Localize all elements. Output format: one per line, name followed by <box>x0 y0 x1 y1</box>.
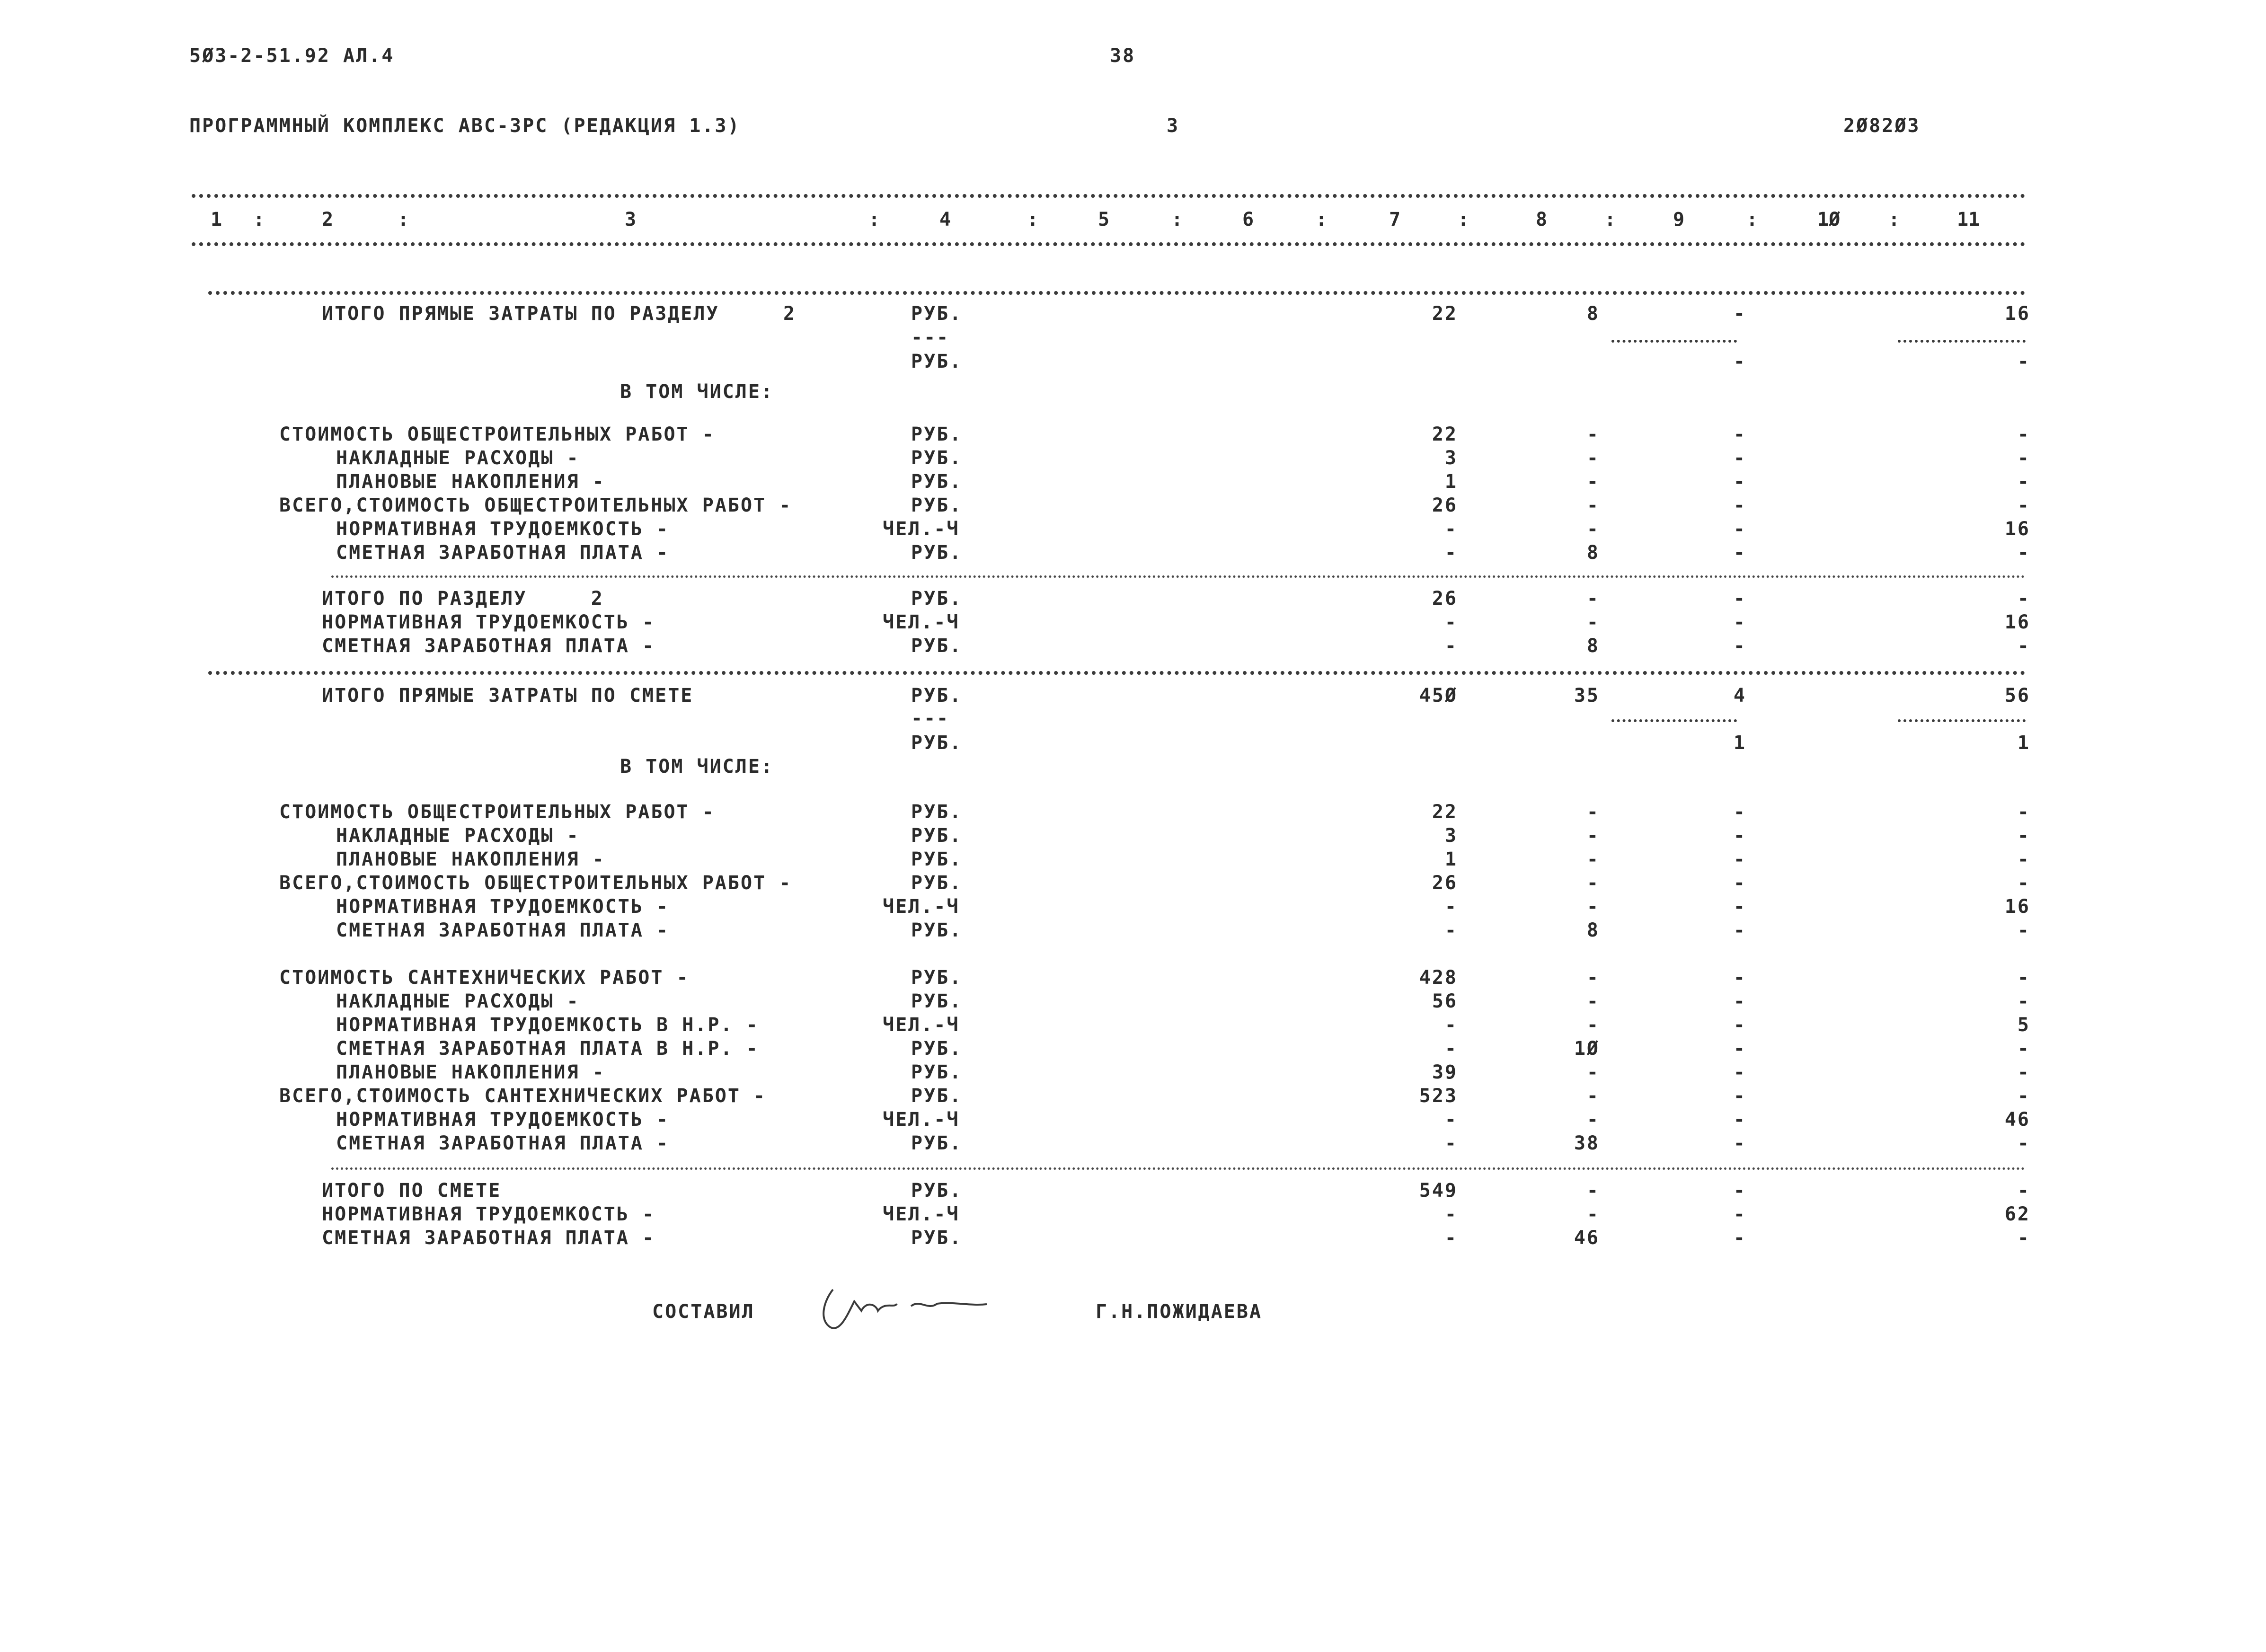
page-number: 38 <box>1110 45 1136 67</box>
column-header-6: 6 <box>1242 209 1254 230</box>
row-label: СМЕТНАЯ ЗАРАБОТНАЯ ПЛАТА - <box>336 919 670 941</box>
col11-value: - <box>2017 635 2030 657</box>
row-label: ИТОГО ПО СМЕТЕ <box>322 1180 502 1201</box>
col7-value: - <box>1444 1132 1458 1154</box>
subtotal-rule-c11-2 <box>1898 719 2026 722</box>
unit-cell: РУБ. <box>911 1227 963 1249</box>
col8-value: 38 <box>1574 1132 1600 1154</box>
col7-value: 22 <box>1432 801 1458 823</box>
column-separator: : <box>1888 209 1900 230</box>
unit-cell: РУБ. <box>911 732 963 754</box>
col11-value: - <box>2017 542 2030 564</box>
row-label: СТОИМОСТЬ САНТЕХНИЧЕСКИХ РАБОТ - <box>279 967 690 989</box>
col9-value: - <box>1733 1061 1746 1083</box>
col11-value: 5 <box>2017 1014 2030 1036</box>
col8-value: - <box>1586 424 1600 445</box>
row-label: НАКЛАДНЫЕ РАСХОДЫ - <box>336 825 580 847</box>
col11-value: - <box>2017 424 2030 445</box>
row-label: ПЛАНОВЫЕ НАКОПЛЕНИЯ - <box>336 848 605 870</box>
col8-value: 46 <box>1574 1227 1600 1249</box>
col11-value: - <box>2017 825 2030 847</box>
unit-cell: РУБ. <box>911 919 963 941</box>
col7-value: - <box>1444 611 1458 633</box>
column-separator: : <box>1604 209 1616 230</box>
col8-value: - <box>1586 872 1600 894</box>
col8-value: - <box>1586 1061 1600 1083</box>
col9-value: - <box>1733 967 1746 989</box>
header-bottom-rule <box>192 242 2026 246</box>
unit-cell: РУБ. <box>911 1085 963 1107</box>
col8-value: 8 <box>1586 919 1600 941</box>
column-separator: : <box>1027 209 1039 230</box>
col9-value: - <box>1733 303 1746 325</box>
row-label: СМЕТНАЯ ЗАРАБОТНАЯ ПЛАТА - <box>336 542 670 564</box>
col11-value: - <box>2017 447 2030 469</box>
col8-value: - <box>1586 801 1600 823</box>
col8-value: - <box>1586 495 1600 516</box>
row-label: ИТОГО ПРЯМЫЕ ЗАТРАТЫ ПО СМЕТЕ <box>322 685 694 707</box>
column-header-11: 11 <box>1957 209 1980 230</box>
row-label: НАКЛАДНЫЕ РАСХОДЫ - <box>336 990 580 1012</box>
section-rule-3 <box>331 1167 2026 1170</box>
col9-value: - <box>1733 1014 1746 1036</box>
column-header-3: 3 <box>625 209 637 230</box>
col9-value: - <box>1733 1203 1746 1225</box>
column-header-5: 5 <box>1098 209 1110 230</box>
col11-value: - <box>2017 1227 2030 1249</box>
col9-value: - <box>1733 447 1746 469</box>
column-separator: : <box>1746 209 1758 230</box>
col7-value: 523 <box>1419 1085 1458 1107</box>
unit-cell: РУБ. <box>911 351 963 372</box>
column-header-2: 2 <box>322 209 334 230</box>
col7-value: 3 <box>1444 825 1458 847</box>
unit-cell: --- <box>911 707 950 729</box>
col8-value: - <box>1586 1085 1600 1107</box>
col7-value: - <box>1444 1038 1458 1060</box>
row-label: СМЕТНАЯ ЗАРАБОТНАЯ ПЛАТА - <box>336 1132 670 1154</box>
col11-value: - <box>2017 351 2030 372</box>
unit-cell: ЧЕЛ.-Ч <box>883 1014 960 1036</box>
row-label: СМЕТНАЯ ЗАРАБОТНАЯ ПЛАТА - <box>322 635 655 657</box>
subtotal-rule-c11-1 <box>1898 340 2026 343</box>
col7-value: 26 <box>1432 872 1458 894</box>
unit-cell: РУБ. <box>911 635 963 657</box>
column-separator: : <box>253 209 265 230</box>
header-top-rule <box>192 194 2026 198</box>
col11-value: - <box>2017 801 2030 823</box>
col11-value: - <box>2017 919 2030 941</box>
column-separator: : <box>1316 209 1328 230</box>
unit-cell: ЧЕЛ.-Ч <box>883 1109 960 1131</box>
col8-value: 8 <box>1586 303 1600 325</box>
row-label: НОРМАТИВНАЯ ТРУДОЕМКОСТЬ В Н.Р. - <box>336 1014 759 1036</box>
unit-cell: РУБ. <box>911 303 963 325</box>
col11-value: - <box>2017 967 2030 989</box>
col11-value: 16 <box>2004 896 2030 918</box>
col7-value: 22 <box>1432 303 1458 325</box>
col11-value: - <box>2017 848 2030 870</box>
col9-value: - <box>1733 872 1746 894</box>
unit-cell: РУБ. <box>911 825 963 847</box>
col9-value: 4 <box>1733 685 1746 707</box>
column-header-7: 7 <box>1389 209 1401 230</box>
unit-cell: РУБ. <box>911 447 963 469</box>
col7-value: - <box>1444 518 1458 540</box>
col9-value: - <box>1733 801 1746 823</box>
col7-value: 26 <box>1432 588 1458 610</box>
col11-value: - <box>2017 1180 2030 1201</box>
signature <box>819 1282 989 1334</box>
col8-value: - <box>1586 588 1600 610</box>
col8-value: - <box>1586 825 1600 847</box>
col7-value: - <box>1444 1014 1458 1036</box>
unit-cell: РУБ. <box>911 967 963 989</box>
col9-value: - <box>1733 588 1746 610</box>
col9-value: - <box>1733 635 1746 657</box>
col7-value: - <box>1444 919 1458 941</box>
col11-value: - <box>2017 872 2030 894</box>
col8-value: - <box>1586 896 1600 918</box>
row-label: ИТОГО ПО РАЗДЕЛУ 2 <box>322 588 604 610</box>
sheet-number: 3 <box>1167 115 1180 137</box>
col9-value: - <box>1733 1085 1746 1107</box>
unit-cell: ЧЕЛ.-Ч <box>883 518 960 540</box>
document-code: 2Ø82Ø3 <box>1843 115 1921 137</box>
unit-cell: РУБ. <box>911 542 963 564</box>
column-separator: : <box>1458 209 1469 230</box>
col9-value: 1 <box>1733 732 1746 754</box>
col11-value: - <box>2017 495 2030 516</box>
author-name: Г.Н.ПОЖИДАЕВА <box>1096 1301 1263 1323</box>
col7-value: 56 <box>1432 990 1458 1012</box>
col9-value: - <box>1733 1038 1746 1060</box>
col8-value: - <box>1586 1203 1600 1225</box>
column-header-1: 1 <box>211 209 222 230</box>
unit-cell: --- <box>911 327 950 348</box>
col9-value: - <box>1733 495 1746 516</box>
col11-value: - <box>2017 471 2030 493</box>
col9-value: - <box>1733 1132 1746 1154</box>
col9-value: - <box>1733 919 1746 941</box>
col11-value: - <box>2017 1085 2030 1107</box>
col8-value: 8 <box>1586 635 1600 657</box>
col8-value: 35 <box>1574 685 1600 707</box>
program-title: ПРОГРАММНЫЙ КОМПЛЕКС АВС-3РС (РЕДАКЦИЯ 1.3) <box>189 115 741 137</box>
col8-value: - <box>1586 471 1600 493</box>
col9-value: - <box>1733 896 1746 918</box>
column-header-10: 1Ø <box>1817 209 1841 230</box>
subtotal-rule-c9-2 <box>1611 719 1737 722</box>
col7-value: - <box>1444 635 1458 657</box>
col7-value: 1 <box>1444 471 1458 493</box>
col11-value: - <box>2017 1038 2030 1060</box>
column-header-8: 8 <box>1536 209 1548 230</box>
col8-value: 1Ø <box>1574 1038 1600 1060</box>
col11-value: 62 <box>2004 1203 2030 1225</box>
col8-value: - <box>1586 967 1600 989</box>
unit-cell: РУБ. <box>911 685 963 707</box>
row-label: НОРМАТИВНАЯ ТРУДОЕМКОСТЬ - <box>336 518 670 540</box>
column-header-9: 9 <box>1673 209 1685 230</box>
col11-value: 46 <box>2004 1109 2030 1131</box>
col7-value: 22 <box>1432 424 1458 445</box>
col7-value: - <box>1444 542 1458 564</box>
col11-value: - <box>2017 588 2030 610</box>
table-top-rule <box>208 291 2026 295</box>
col11-value: 1 <box>2017 732 2030 754</box>
row-label: ПЛАНОВЫЕ НАКОПЛЕНИЯ - <box>336 1061 605 1083</box>
col8-value: 8 <box>1586 542 1600 564</box>
col11-value: - <box>2017 1061 2030 1083</box>
col9-value: - <box>1733 424 1746 445</box>
row-label: СТОИМОСТЬ ОБЩЕСТРОИТЕЛЬНЫХ РАБОТ - <box>279 424 715 445</box>
col8-value: - <box>1586 990 1600 1012</box>
unit-cell: РУБ. <box>911 1180 963 1201</box>
col7-value: - <box>1444 1203 1458 1225</box>
col8-value: - <box>1586 518 1600 540</box>
col7-value: - <box>1444 1227 1458 1249</box>
col9-value: - <box>1733 611 1746 633</box>
unit-cell: РУБ. <box>911 471 963 493</box>
unit-cell: РУБ. <box>911 1132 963 1154</box>
col9-value: - <box>1733 848 1746 870</box>
col7-value: 26 <box>1432 495 1458 516</box>
row-label: НОРМАТИВНАЯ ТРУДОЕМКОСТЬ - <box>322 1203 655 1225</box>
column-separator: : <box>398 209 409 230</box>
col9-value: - <box>1733 518 1746 540</box>
column-separator: : <box>868 209 880 230</box>
unit-cell: РУБ. <box>911 424 963 445</box>
row-label: НОРМАТИВНАЯ ТРУДОЕМКОСТЬ - <box>336 1109 670 1131</box>
row-label: ВСЕГО,СТОИМОСТЬ ОБЩЕСТРОИТЕЛЬНЫХ РАБОТ - <box>279 495 792 516</box>
col8-value: - <box>1586 1014 1600 1036</box>
col9-value: - <box>1733 1180 1746 1201</box>
row-label: ИТОГО ПРЯМЫЕ ЗАТРАТЫ ПО РАЗДЕЛУ 2 <box>322 303 797 325</box>
col9-value: - <box>1733 542 1746 564</box>
col8-value: - <box>1586 848 1600 870</box>
col11-value: 16 <box>2004 303 2030 325</box>
unit-cell: РУБ. <box>911 872 963 894</box>
col8-value: - <box>1586 447 1600 469</box>
col11-value: - <box>2017 990 2030 1012</box>
column-separator: : <box>1171 209 1183 230</box>
col8-value: - <box>1586 611 1600 633</box>
unit-cell: РУБ. <box>911 495 963 516</box>
col7-value: - <box>1444 1109 1458 1131</box>
unit-cell: РУБ. <box>911 1038 963 1060</box>
row-label: СМЕТНАЯ ЗАРАБОТНАЯ ПЛАТА В Н.Р. - <box>336 1038 759 1060</box>
col9-value: - <box>1733 990 1746 1012</box>
col7-value: 1 <box>1444 848 1458 870</box>
row-label: НОРМАТИВНАЯ ТРУДОЕМКОСТЬ - <box>336 896 670 918</box>
col11-value: 16 <box>2004 611 2030 633</box>
section-rule-2 <box>208 671 2026 675</box>
row-label: В ТОМ ЧИСЛЕ: <box>620 756 774 777</box>
row-label: В ТОМ ЧИСЛЕ: <box>620 381 774 403</box>
col7-value: 45Ø <box>1419 685 1458 707</box>
row-label: ВСЕГО,СТОИМОСТЬ ОБЩЕСТРОИТЕЛЬНЫХ РАБОТ - <box>279 872 792 894</box>
column-header-4: 4 <box>939 209 951 230</box>
row-label: СМЕТНАЯ ЗАРАБОТНАЯ ПЛАТА - <box>322 1227 655 1249</box>
unit-cell: ЧЕЛ.-Ч <box>883 896 960 918</box>
col9-value: - <box>1733 825 1746 847</box>
col9-value: - <box>1733 1227 1746 1249</box>
row-label: НАКЛАДНЫЕ РАСХОДЫ - <box>336 447 580 469</box>
row-label: ВСЕГО,СТОИМОСТЬ САНТЕХНИЧЕСКИХ РАБОТ - <box>279 1085 767 1107</box>
subtotal-rule-c9-1 <box>1611 340 1737 343</box>
col7-value: 549 <box>1419 1180 1458 1201</box>
col9-value: - <box>1733 1109 1746 1131</box>
col11-value: - <box>2017 1132 2030 1154</box>
col11-value: 56 <box>2004 685 2030 707</box>
col7-value: 428 <box>1419 967 1458 989</box>
row-label: СТОИМОСТЬ ОБЩЕСТРОИТЕЛЬНЫХ РАБОТ - <box>279 801 715 823</box>
unit-cell: РУБ. <box>911 990 963 1012</box>
col8-value: - <box>1586 1109 1600 1131</box>
col7-value: 39 <box>1432 1061 1458 1083</box>
unit-cell: РУБ. <box>911 588 963 610</box>
compiled-label: СОСТАВИЛ <box>652 1301 755 1323</box>
unit-cell: РУБ. <box>911 801 963 823</box>
unit-cell: РУБ. <box>911 848 963 870</box>
row-label: НОРМАТИВНАЯ ТРУДОЕМКОСТЬ - <box>322 611 655 633</box>
row-label: ПЛАНОВЫЕ НАКОПЛЕНИЯ - <box>336 471 605 493</box>
unit-cell: ЧЕЛ.-Ч <box>883 1203 960 1225</box>
doc-code: 5Ø3-2-51.92 АЛ.4 <box>189 45 395 67</box>
col8-value: - <box>1586 1180 1600 1201</box>
col9-value: - <box>1733 351 1746 372</box>
col9-value: - <box>1733 471 1746 493</box>
section-rule-1 <box>331 575 2026 578</box>
col7-value: 3 <box>1444 447 1458 469</box>
unit-cell: ЧЕЛ.-Ч <box>883 611 960 633</box>
unit-cell: РУБ. <box>911 1061 963 1083</box>
col7-value: - <box>1444 896 1458 918</box>
col11-value: 16 <box>2004 518 2030 540</box>
